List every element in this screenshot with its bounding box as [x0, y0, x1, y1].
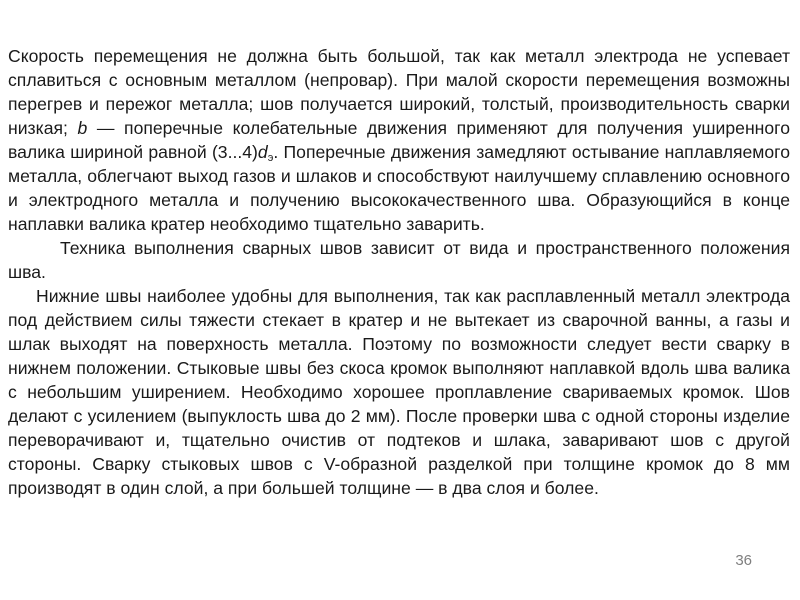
page-number: 36: [735, 552, 752, 569]
text-body: [8, 44, 790, 500]
electrode-diameter-subscript: э: [267, 152, 274, 164]
paragraph-1-italic-b: b: [77, 118, 88, 138]
electrode-diameter-symbol: d: [257, 142, 268, 162]
paragraph-flat-welds: Нижние швы наиболее удобны для выполнения, так как расплавленный металл электрода под действием силы тяжести стекает в кратер и не вытекает из сварочной ванны, а газы и шлак выходят на поверхность металла. Поэтому по возможности следует вести сварку в нижнем положении. Стыковые швы без скоса кромок выполняют наплавкой вдоль шва валика с небольшим уширением. Необходимо хорошее проплавление свариваемых кромок. Шов делают с усилением (выпуклость шва до 2 мм). После проверки шва с одной стороны изделие переворачивают и, тщательно очистив от подтеков и шлака, заваривают шов с другой стороны. Сварку стыковых швов с V-образной разделкой при толщине кромок до 8 мм производят в один слой, а при большей толщине — в два слоя и более.: [8, 286, 790, 498]
paragraph-1-text-middle: — поперечные колебательные движения применяют для получения уширенного валика шириной равной (3...4): [8, 118, 790, 162]
paragraph-welding-technique: Техника выполнения сварных швов зависит от вида и пространственного положения шва.: [8, 238, 790, 282]
paragraph-welding-speed: [8, 44, 790, 236]
paragraph-1-text-before: Скорость перемещения не должна быть большой, так как металл электрода не успевает сплавиться с основным металлом (непровар). При малой скорости перемещения возможны перегрев и пережог металла; шов получается широкий, толстый, производительность сварки низкая;: [8, 46, 790, 138]
paragraph-1-text-after: . Поперечные движения замедляют остывание наплавляемого металла, облегчают выход газов и шлаков и способствуют наилучшему сплавлению основного и электродного металла и получению высококачественного шва. Образующийся в конце наплавки валика кратер необходимо тщательно заварить.: [8, 142, 790, 234]
